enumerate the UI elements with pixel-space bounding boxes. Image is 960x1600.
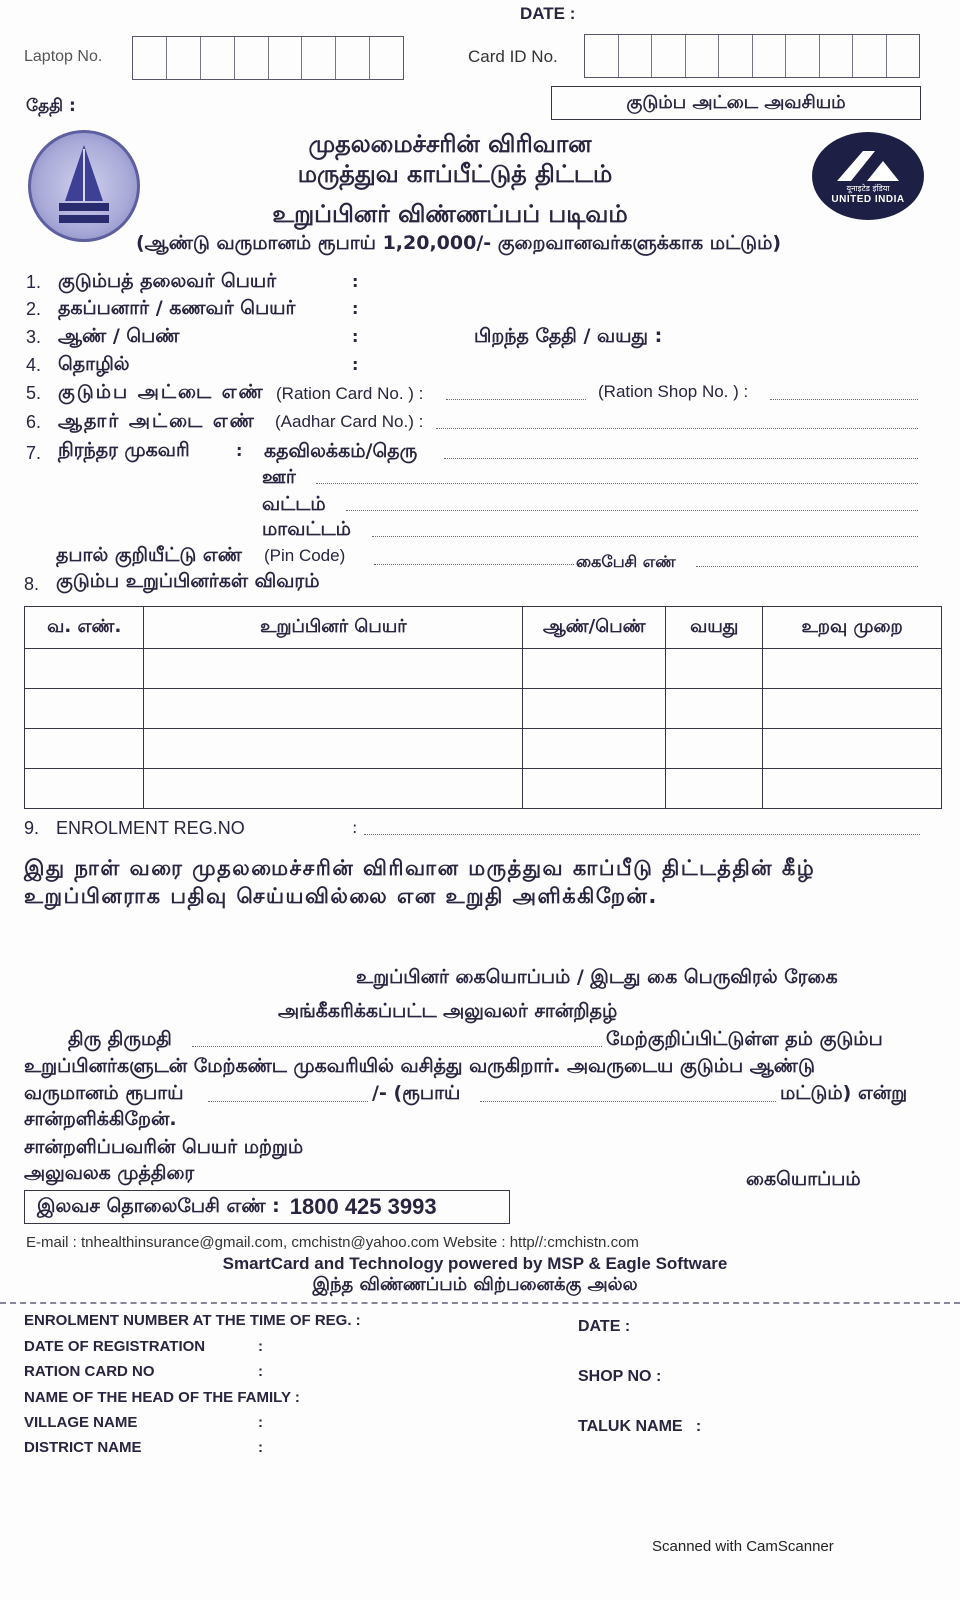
united-india-hindi: यूनाइटेड इंडिया (846, 184, 890, 193)
laptop-digit-box[interactable] (302, 37, 336, 79)
cert-income-number-input[interactable] (208, 1101, 368, 1102)
form-title: உறுப்பினர் விண்ணப்பப் படிவம் (272, 200, 628, 228)
table-header-row (25, 607, 942, 649)
cut-line-divider (0, 1302, 960, 1304)
card-id-digit-box[interactable] (753, 35, 787, 77)
cert-income-label: வருமானம் ரூபாய் (24, 1082, 184, 1104)
ration-card-input[interactable] (446, 399, 586, 400)
gender-label: ஆண் / பெண் (58, 325, 180, 347)
cell-relation[interactable] (763, 689, 942, 729)
aadhar-en-label: (Aadhar Card No.) : (275, 412, 424, 431)
cert-income-words-label: /- (ரூபாய் (372, 1082, 461, 1104)
cert-line-2: உறுப்பினர்களுடன் மேற்கண்ட முகவரியில் வசித்து வருகிறார். அவருடைய குடும்ப ஆண்டு (24, 1055, 815, 1077)
field-4-colon: : (352, 355, 359, 374)
cell-serial[interactable] (25, 769, 144, 809)
card-id-digit-box[interactable] (853, 35, 887, 77)
laptop-label: Laptop No. (24, 48, 103, 65)
gender-input[interactable] (370, 323, 470, 349)
cert-line-3-end: மட்டும்) என்று (780, 1082, 908, 1104)
helpline-box (24, 1190, 510, 1224)
slip-date-reg-label: DATE OF REGISTRATION (24, 1338, 206, 1355)
cell-name[interactable] (144, 769, 523, 809)
laptop-digit-box[interactable] (167, 37, 201, 79)
cert-mr-mrs: திரு திருமதி (68, 1028, 172, 1050)
slip-village-label: VILLAGE NAME (24, 1414, 138, 1431)
title-line-2: மருத்துவ காப்பீட்டுத் திட்டம் (297, 160, 613, 188)
laptop-digit-box[interactable] (133, 37, 167, 79)
card-id-digit-box[interactable] (887, 35, 920, 77)
card-id-digit-box[interactable] (585, 35, 619, 77)
cell-age[interactable] (666, 729, 763, 769)
table-row (25, 689, 942, 729)
field-9-colon: : (352, 818, 358, 837)
contact-info[interactable]: E-mail : tnhealthinsurance@gmail.com, cmchistn@yahoo.com Website : http//:cmchistn.com (26, 1234, 639, 1251)
field-7-colon: : (236, 441, 243, 460)
head-of-family-label: குடும்பத் தலைவர் பெயர் (58, 270, 277, 292)
father-husband-name-input[interactable] (370, 295, 920, 321)
laptop-digit-box[interactable] (370, 37, 403, 79)
field-2-number: 2. (26, 299, 42, 319)
cert-name-input[interactable] (192, 1046, 602, 1047)
certificate-heading: அங்கீகரிக்கப்பட்ட அலுவலர் சான்றிதழ் (278, 1000, 618, 1022)
card-id-digit-box[interactable] (686, 35, 720, 77)
slip-taluk-label: TALUK NAME : (578, 1418, 702, 1435)
card-id-digit-box[interactable] (652, 35, 686, 77)
cert-line-4: சான்றளிக்கிறேன். (24, 1108, 177, 1130)
table-row (25, 649, 942, 689)
cell-age[interactable] (666, 689, 763, 729)
field-6-number: 6. (26, 412, 42, 432)
street-input[interactable] (444, 458, 918, 459)
district-input[interactable] (372, 536, 918, 537)
ration-card-required-box (551, 86, 921, 120)
laptop-digit-box[interactable] (269, 37, 303, 79)
member-signature-label: உறுப்பினர் கையொப்பம் / இடது கை பெருவிரல் ரேகை (356, 966, 838, 988)
ration-card-required-text: குடும்ப அட்டை அவசியம் (626, 91, 846, 113)
dob-age-input[interactable] (686, 323, 920, 349)
helpline-number[interactable]: 1800 425 3993 (289, 1194, 437, 1219)
cell-relation[interactable] (763, 649, 942, 689)
slip-colon: : (258, 1363, 263, 1380)
mobile-label: கைபேசி எண் (576, 552, 676, 571)
table-row (25, 769, 942, 809)
cell-serial[interactable] (25, 689, 144, 729)
ration-card-label: குடும்ப அட்டை எண் (58, 381, 265, 403)
mobile-input[interactable] (696, 566, 918, 567)
field-8-number: 8. (24, 574, 40, 594)
pin-code-input[interactable] (374, 564, 574, 565)
col-gender: ஆண்/பெண் (523, 607, 666, 649)
field-9-number: 9. (24, 818, 40, 838)
field-3-number: 3. (26, 327, 42, 347)
cell-gender[interactable] (523, 769, 666, 809)
field-3-colon: : (352, 327, 359, 346)
cell-gender[interactable] (523, 649, 666, 689)
aadhar-label: ஆதார் அட்டை எண் (58, 410, 256, 432)
dob-age-label: பிறந்த தேதி / வயது : (474, 325, 663, 347)
card-id-digit-box[interactable] (719, 35, 753, 77)
occupation-input[interactable] (370, 351, 920, 377)
occupation-label: தொழில் (58, 353, 130, 375)
table-row (25, 729, 942, 769)
slip-ration-label: RATION CARD NO (24, 1363, 155, 1380)
slip-shop-label: SHOP NO : (578, 1368, 662, 1385)
slip-district-label: DISTRICT NAME (24, 1439, 142, 1456)
cell-name[interactable] (144, 649, 523, 689)
united-india-text: UNITED INDIA (831, 194, 905, 205)
cell-relation[interactable] (763, 729, 942, 769)
slip-colon: : (258, 1439, 263, 1456)
card-id-digit-box[interactable] (619, 35, 653, 77)
ration-card-en-label: (Ration Card No. ) : (276, 384, 424, 403)
title-line-1: முதலமைச்சரின் விரிவான (308, 130, 592, 158)
laptop-digit-box[interactable] (201, 37, 235, 79)
field-4-number: 4. (26, 355, 42, 375)
card-id-boxes[interactable] (584, 34, 920, 78)
taluk-input[interactable] (346, 510, 918, 511)
powered-by-text: SmartCard and Technology powered by MSP & Eagle Software (222, 1254, 728, 1273)
cell-age[interactable] (666, 769, 763, 809)
family-members-table (24, 606, 942, 809)
enrolment-reg-input[interactable] (364, 834, 920, 835)
col-member-name: உறுப்பினர் பெயர் (144, 607, 523, 649)
district-label: மாவட்டம் (262, 518, 351, 540)
slip-enrolment-label: ENROLMENT NUMBER AT THE TIME OF REG. : (24, 1312, 361, 1329)
not-for-sale-text: இந்த விண்ணப்பம் விற்பனைக்கு அல்ல (312, 1274, 638, 1295)
card-id-digit-box[interactable] (786, 35, 820, 77)
cert-income-words-input[interactable] (480, 1101, 776, 1102)
laptop-digit-box[interactable] (235, 37, 269, 79)
tamil-date-label: தேதி : (26, 96, 76, 116)
officer-signature-label: கையொப்பம் (746, 1168, 861, 1190)
cell-name[interactable] (144, 729, 523, 769)
slip-date-label: DATE : (578, 1318, 631, 1335)
family-members-heading: குடும்ப உறுப்பினர்கள் விவரம் (56, 570, 320, 592)
field-2-colon: : (352, 299, 359, 318)
cell-gender[interactable] (523, 689, 666, 729)
field-5-number: 5. (26, 383, 42, 403)
col-serial-no: வ. எண். (25, 607, 144, 649)
col-relationship: உறவு முறை (763, 607, 942, 649)
cell-serial[interactable] (25, 729, 144, 769)
aadhar-input[interactable] (436, 428, 918, 429)
cell-serial[interactable] (25, 649, 144, 689)
laptop-number-boxes[interactable] (132, 36, 404, 80)
field-7-number: 7. (26, 443, 42, 463)
declaration-line-2: உறுப்பினராக பதிவு செய்யவில்லை என உறுதி அளிக்கிறேன். (24, 884, 658, 908)
helpline-label: இலவச தொலைபேசி எண் : (37, 1194, 280, 1217)
village-input[interactable] (316, 483, 918, 484)
cell-age[interactable] (666, 649, 763, 689)
cell-gender[interactable] (523, 729, 666, 769)
declaration-line-1: இது நாள் வரை முதலமைச்சரின் விரிவான மருத்துவ காப்பீடு திட்டத்தின் கீழ் (24, 856, 816, 880)
village-label: ஊர் (262, 466, 296, 488)
card-id-digit-box[interactable] (820, 35, 854, 77)
ration-shop-label: (Ration Shop No. ) : (598, 382, 749, 401)
laptop-digit-box[interactable] (336, 37, 370, 79)
date-label: DATE : (520, 4, 576, 23)
street-label: கதவிலக்கம்/தெரு (264, 440, 418, 462)
slip-head-label: NAME OF THE HEAD OF THE FAMILY : (24, 1389, 300, 1406)
cell-name[interactable] (144, 689, 523, 729)
pin-code-label: தபால் குறியீட்டு எண் (56, 544, 242, 566)
slip-colon: : (258, 1338, 263, 1355)
field-1-number: 1. (26, 272, 42, 292)
cell-relation[interactable] (763, 769, 942, 809)
income-subtitle: (ஆண்டு வருமானம் ரூபாய் 1,20,000/- குறைவானவர்களுக்காக மட்டும்) (136, 232, 782, 254)
ration-shop-input[interactable] (770, 399, 918, 400)
pin-code-en-label: (Pin Code) (264, 546, 346, 565)
head-of-family-input[interactable] (370, 268, 920, 294)
col-age: வயது (666, 607, 763, 649)
officer-name-label: சான்றளிப்பவரின் பெயர் மற்றும் (24, 1136, 304, 1158)
cert-line-1-end: மேற்குறிப்பிட்டுள்ள தம் குடும்ப (606, 1028, 883, 1050)
permanent-address-label: நிரந்தர முகவரி (58, 439, 190, 461)
father-husband-name-label: தகப்பனார் / கணவர் பெயர் (58, 297, 296, 319)
enrolment-reg-label: ENROLMENT REG.NO (56, 818, 245, 838)
slip-colon: : (258, 1414, 263, 1431)
field-1-colon: : (352, 272, 359, 291)
taluk-label: வட்டம் (262, 493, 326, 515)
office-seal-label: அலுவலக முத்திரை (24, 1162, 195, 1184)
camscanner-watermark: Scanned with CamScanner (652, 1538, 834, 1555)
card-id-label: Card ID No. (468, 47, 558, 66)
